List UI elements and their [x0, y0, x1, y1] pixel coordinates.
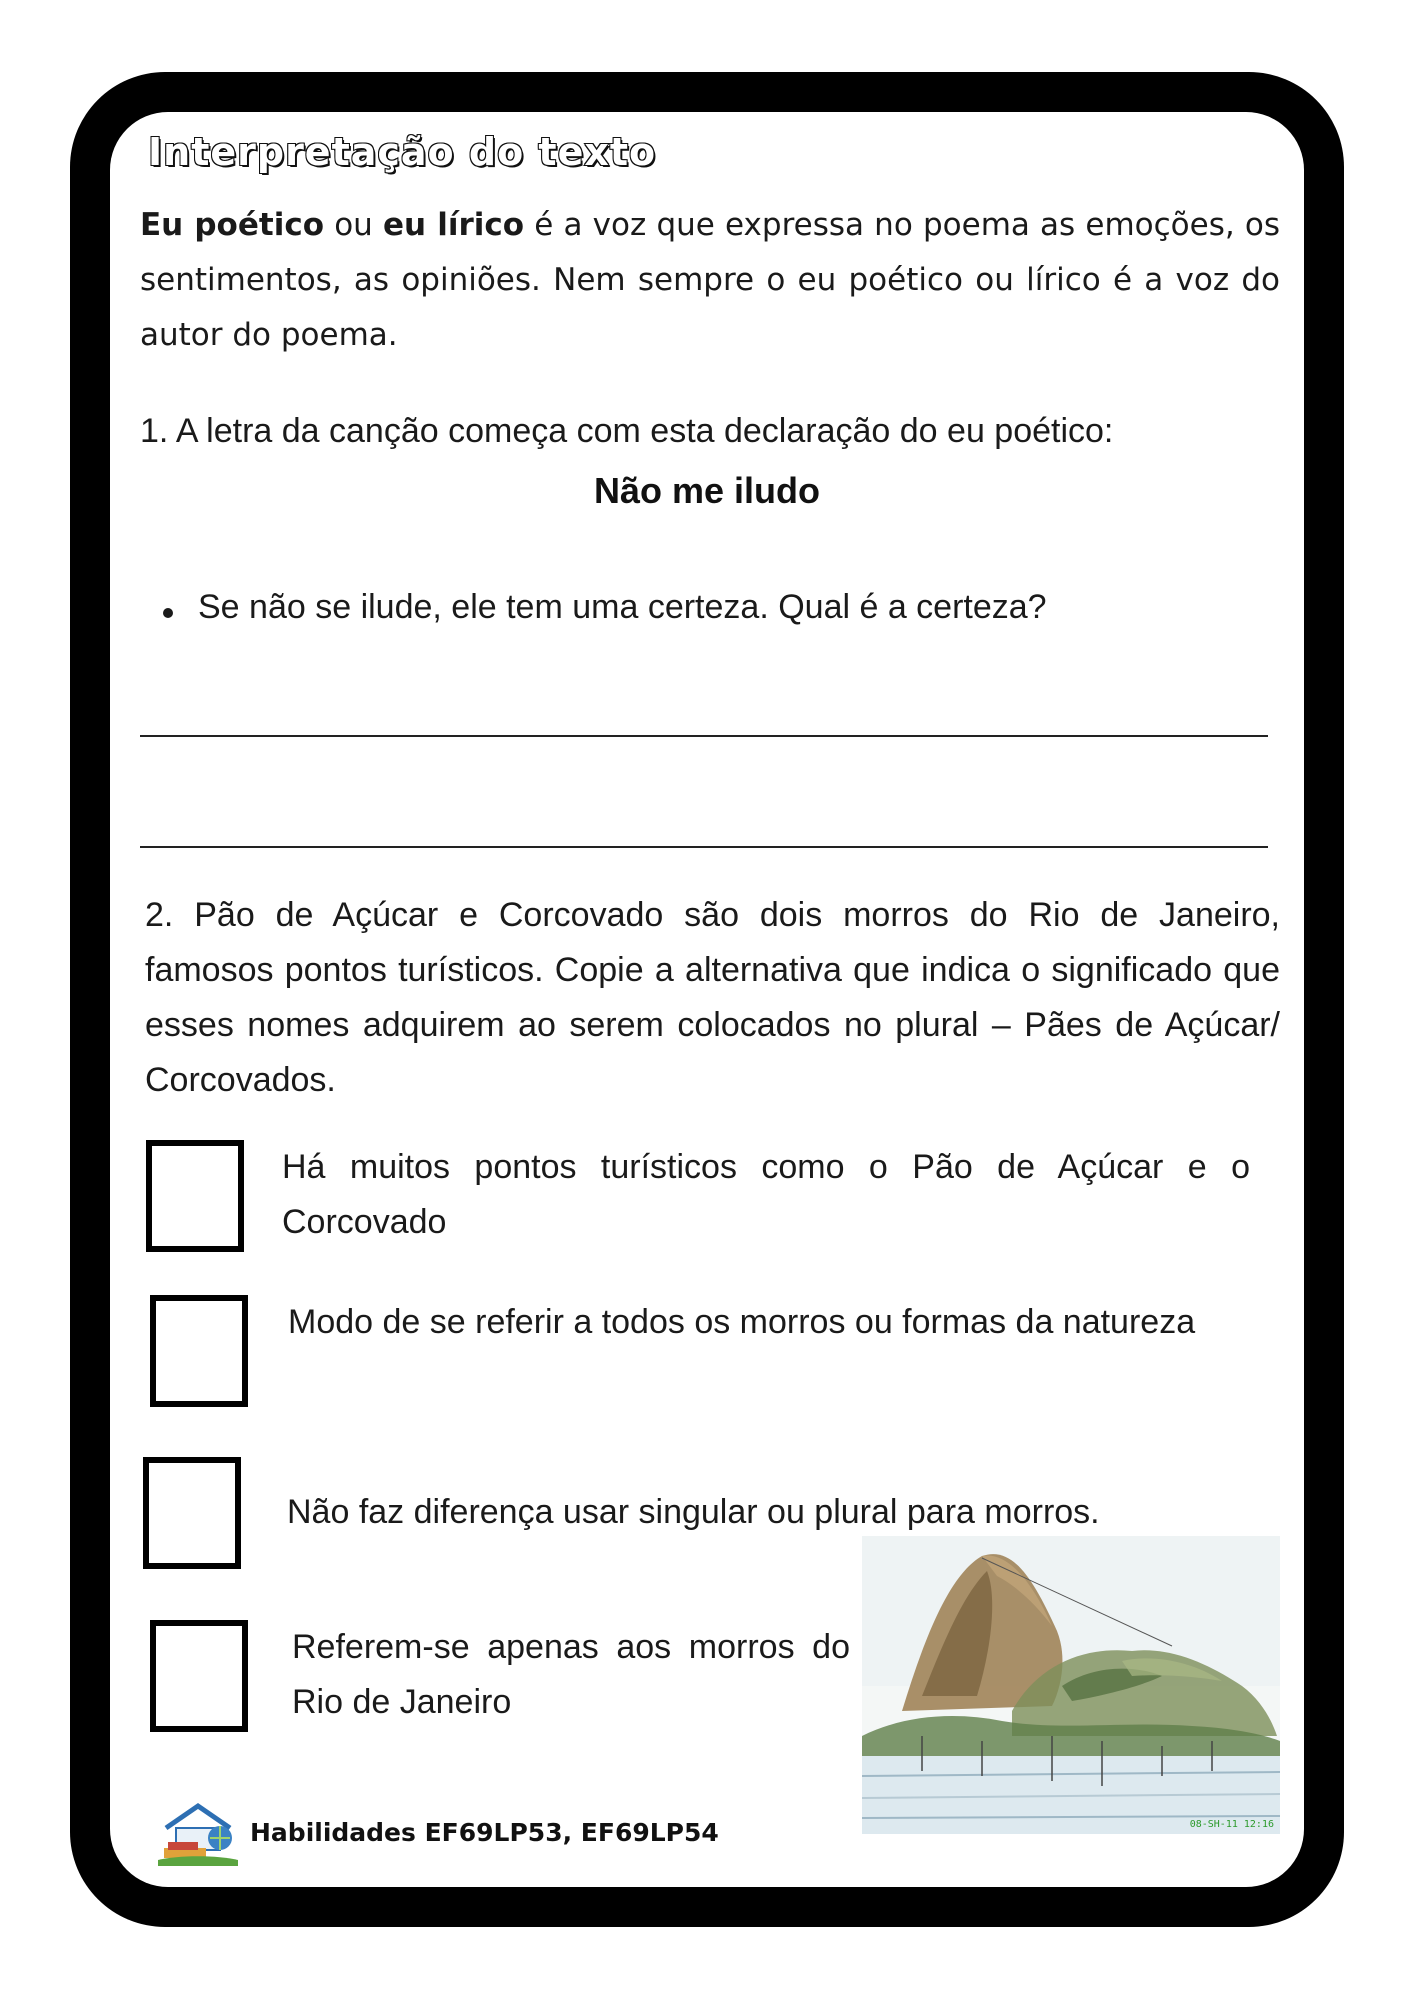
option-1-checkbox[interactable]	[146, 1140, 244, 1252]
intro-connector: ou	[334, 207, 373, 243]
term-eu-lirico: eu lírico	[383, 207, 525, 243]
question-1-bullet: Se não se ilude, ele tem uma certeza. Qual é a certeza?	[198, 588, 1047, 626]
term-eu-poetico: Eu poético	[140, 207, 324, 243]
intro-paragraph	[140, 198, 1280, 363]
option-1-label: Há muitos pontos turísticos como o Pão de Açúcar e o Corcovado	[282, 1148, 1250, 1241]
skills-label: Habilidades EF69LP53, EF69LP54	[250, 1818, 719, 1847]
painting-date-stamp: 08-SH-11 12:16	[1189, 1819, 1274, 1830]
school-logo-icon	[158, 1800, 238, 1866]
sugarloaf-painting	[862, 1536, 1280, 1834]
option-2-checkbox[interactable]	[150, 1295, 248, 1407]
option-3-label: Não faz diferença usar singular ou plural para morros.	[287, 1493, 1100, 1531]
option-2-label: Modo de se referir a todos os morros ou formas da natureza	[288, 1303, 1196, 1341]
question-2-prompt: 2. Pão de Açúcar e Corcovado são dois morros do Rio de Janeiro, famosos pontos turísticos. Copie a alternativa que indica o significado que esses nomes adquirem ao serem colocados no plural – Pães de Açúcar/ Corcovados.	[145, 896, 1280, 1099]
intro-rest: é a voz que expressa no poema as emoções, os sentimentos, as opiniões. Nem sempre o eu poético ou lírico é a voz do autor do poema.	[140, 207, 1281, 353]
question-1-statement: Não me iludo	[593, 470, 821, 511]
sugarloaf-painting-svg	[862, 1536, 1280, 1834]
bullet-icon	[163, 608, 173, 618]
answer-line-1[interactable]	[140, 735, 1268, 737]
option-4-checkbox[interactable]	[150, 1620, 248, 1732]
answer-line-2[interactable]	[140, 846, 1268, 848]
question-1-prompt: 1. A letra da canção começa com esta declaração do eu poético:	[140, 412, 1114, 450]
page-title: Interpretação do texto	[148, 130, 657, 174]
option-3-checkbox[interactable]	[143, 1457, 241, 1569]
option-4-label: Referem-se apenas aos morros do Rio de Janeiro	[292, 1628, 850, 1721]
